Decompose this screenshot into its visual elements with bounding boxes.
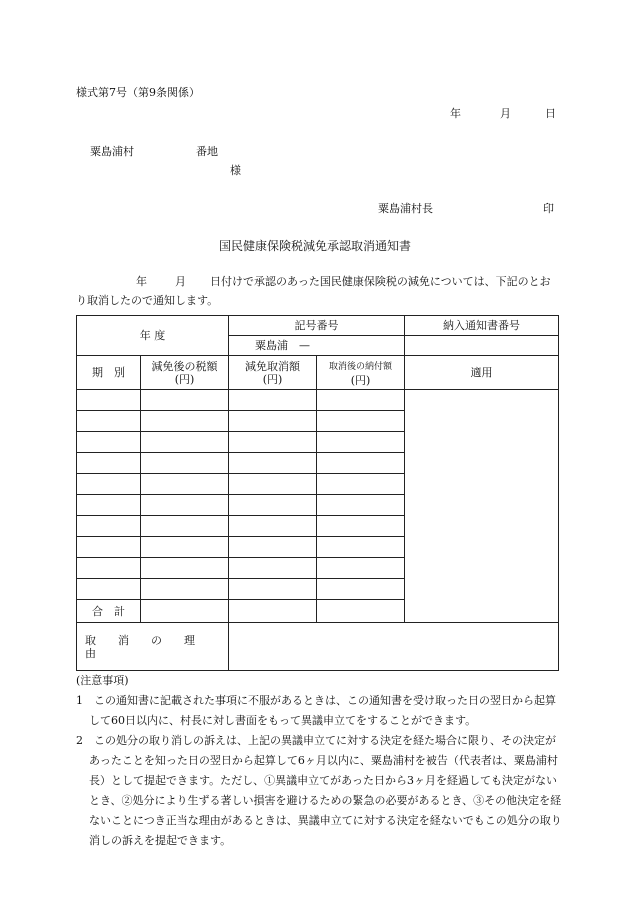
notes-section — [76, 671, 566, 851]
symbol-number-value: 粟島浦 — — [229, 336, 405, 356]
issuer-seal: 印 — [543, 202, 554, 215]
notice-number-header: 納入通知書番号 — [405, 316, 559, 336]
issuer-mayor: 粟島浦村長 — [378, 202, 433, 215]
intro-text: 日付けで承認のあった国民健康保険税の減免については、下記のとおり取消したので通知します。 — [76, 275, 551, 307]
remarks-cell — [405, 390, 559, 623]
total-after-paid — [317, 600, 405, 623]
total-label: 合 計 — [77, 600, 141, 623]
total-after-tax — [141, 600, 229, 623]
reason-value — [229, 623, 559, 671]
form-number: 様式第7号（第9条関係） — [76, 86, 200, 99]
total-cancel-amount — [229, 600, 317, 623]
date-day: 日 — [545, 107, 556, 120]
remarks-header: 適用 — [405, 356, 559, 390]
intro-paragraph — [76, 272, 560, 310]
recipient-banchi: 番地 — [196, 145, 218, 158]
recipient-village: 粟島浦村 — [90, 145, 134, 158]
document-title: 国民健康保険税減免承認取消通知書 — [218, 239, 411, 253]
intro-year: 年 — [136, 275, 147, 288]
cancel-amount-header: 減免取消額 (円) — [229, 356, 317, 390]
reason-label: 取消の理由 — [77, 623, 229, 671]
recipient-honorific: 様 — [230, 164, 241, 177]
notes-item-2: 2 この処分の取り消しの訴えは、上記の異議申立てに対する決定を経た場合に限り、その決定があったことを知った日の翌日から起算して6ヶ月以内に、粟島浦村を被告（代表者は、粟島浦村長）として提起できます。ただし、①異議申立てがあった日から3ヶ月を経過しても決定がないとき、②処分により生ずる著しい損害を避けるための緊急の必要があるとき、③その他決定を経ないことにつき正当な理由があるときは、異議申立てに対する決定を経ないでもこの処分の取り消しの訴えを提起できます。 — [76, 734, 562, 847]
intro-month: 月 — [175, 275, 186, 288]
notes-heading: (注意事項) — [76, 674, 129, 687]
cancellation-table — [76, 315, 559, 671]
after-tax-header: 減免後の税額 (円) — [141, 356, 229, 390]
period-header: 期 別 — [77, 356, 141, 390]
fiscal-year-header: 年 度 — [77, 316, 229, 356]
after-paid-header: 取消後の納付額 (円) — [317, 356, 405, 390]
date-year: 年 — [450, 107, 461, 120]
notes-item-1: 1 この通知書に記載された事項に不服があるときは、この通知書を受け取った日の翌日から起算して60日以内に、村長に対し書面をもって異議申立てをすることができます。 — [76, 694, 556, 727]
symbol-number-header: 記号番号 — [229, 316, 405, 336]
table-row — [77, 390, 559, 411]
notice-number-value — [405, 336, 559, 356]
date-month: 月 — [500, 107, 511, 120]
